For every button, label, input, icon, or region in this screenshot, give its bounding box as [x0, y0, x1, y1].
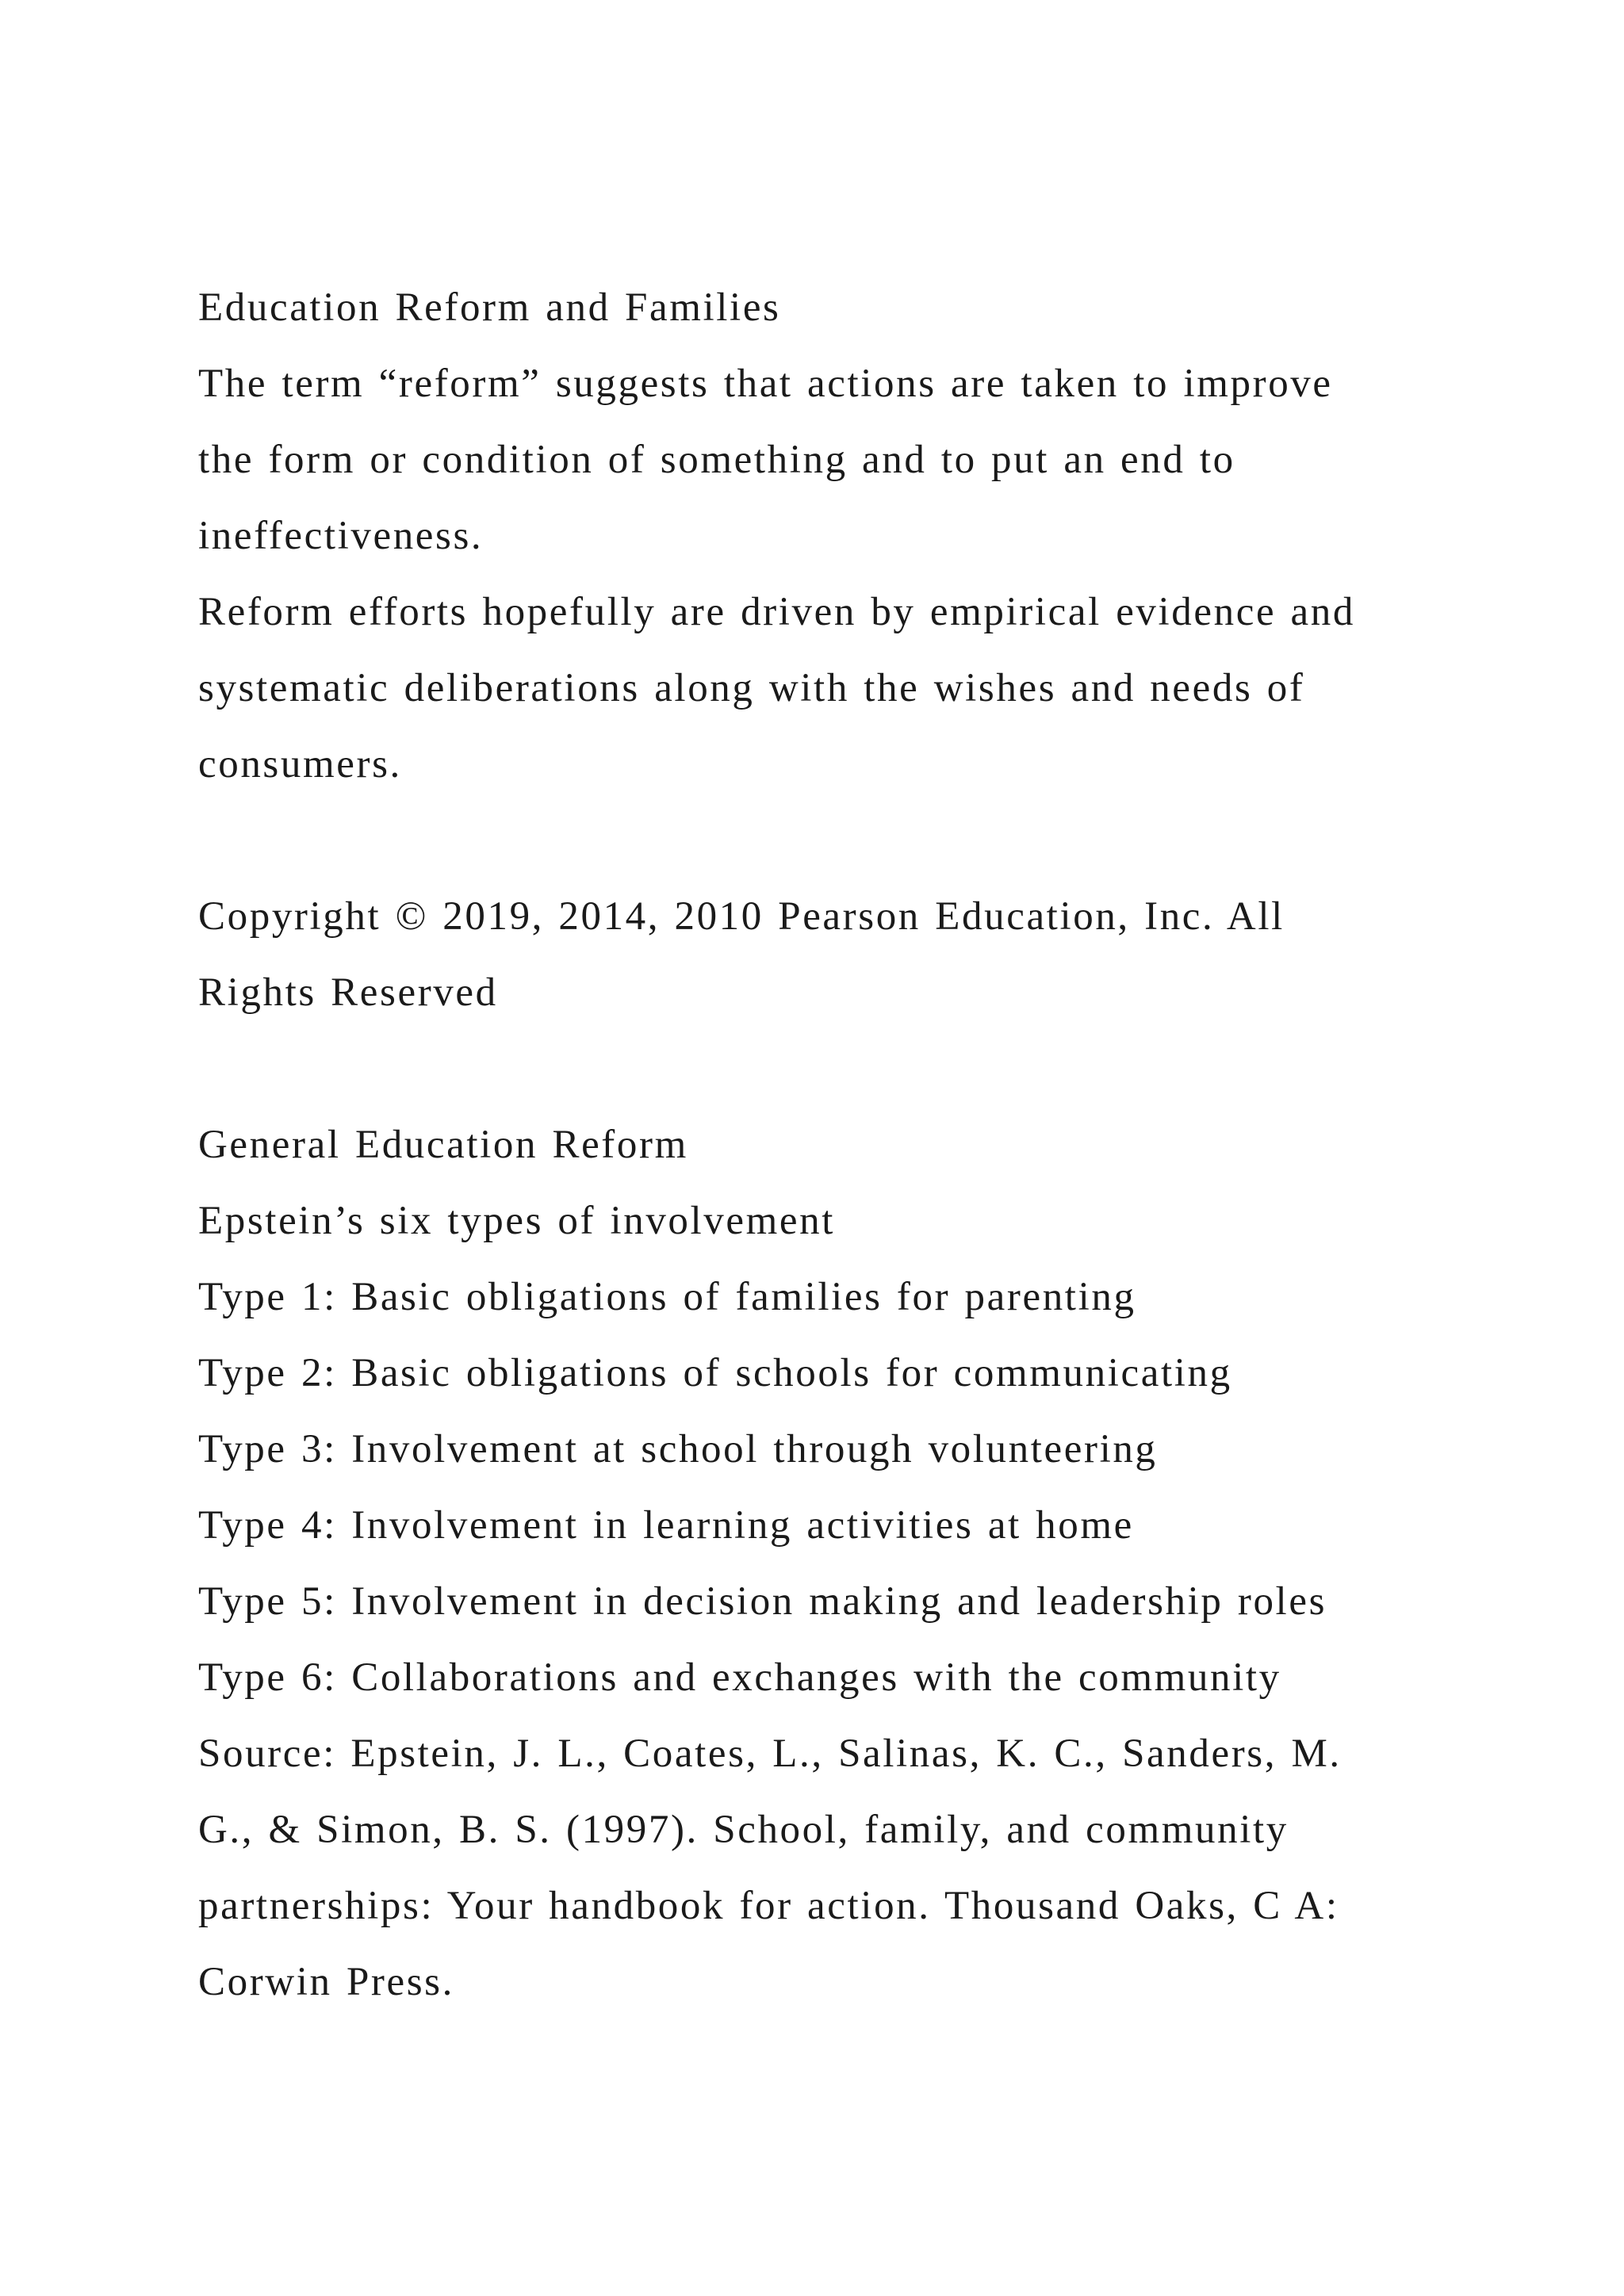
involvement-type: Type 6: Collaborations and exchanges with the community	[198, 1655, 1281, 1700]
spacer	[198, 802, 1507, 878]
section-subtitle: Epstein’s six types of involvement	[198, 1199, 835, 1243]
paragraph-line: Reform efforts hopefully are driven by empirical evidence and	[198, 590, 1355, 634]
copyright-line: Copyright © 2019, 2014, 2010 Pearson Education, Inc. All	[198, 894, 1285, 939]
paragraph-line: The term “reform” suggests that actions are taken to improve	[198, 362, 1333, 406]
paragraph-line: systematic deliberations along with the wishes and needs of	[198, 666, 1305, 710]
section-title: General Education Reform	[198, 1123, 688, 1167]
involvement-type: Type 2: Basic obligations of schools for communicating	[198, 1351, 1232, 1395]
involvement-type: Type 3: Involvement at school through volunteering	[198, 1427, 1158, 1471]
involvement-type: Type 1: Basic obligations of families for parenting	[198, 1275, 1136, 1319]
document-page	[198, 270, 1507, 2020]
source-citation-line: G., & Simon, B. S. (1997). School, family, and community	[198, 1808, 1289, 1852]
copyright-line: Rights Reserved	[198, 970, 498, 1015]
spacer	[198, 1031, 1507, 1107]
section-title: Education Reform and Families	[198, 285, 781, 330]
involvement-type: Type 4: Involvement in learning activities at home	[198, 1503, 1134, 1548]
paragraph-line: the form or condition of something and to put an end to	[198, 438, 1235, 482]
paragraph-line: ineffectiveness.	[198, 514, 484, 558]
source-citation-line: partnerships: Your handbook for action. Thousand Oaks, C A:	[198, 1884, 1339, 1928]
involvement-type: Type 5: Involvement in decision making and leadership roles	[198, 1579, 1327, 1624]
source-citation-line: Source: Epstein, J. L., Coates, L., Salinas, K. C., Sanders, M.	[198, 1732, 1342, 1776]
source-citation-line: Corwin Press.	[198, 1960, 454, 2004]
paragraph-line: consumers.	[198, 742, 402, 786]
